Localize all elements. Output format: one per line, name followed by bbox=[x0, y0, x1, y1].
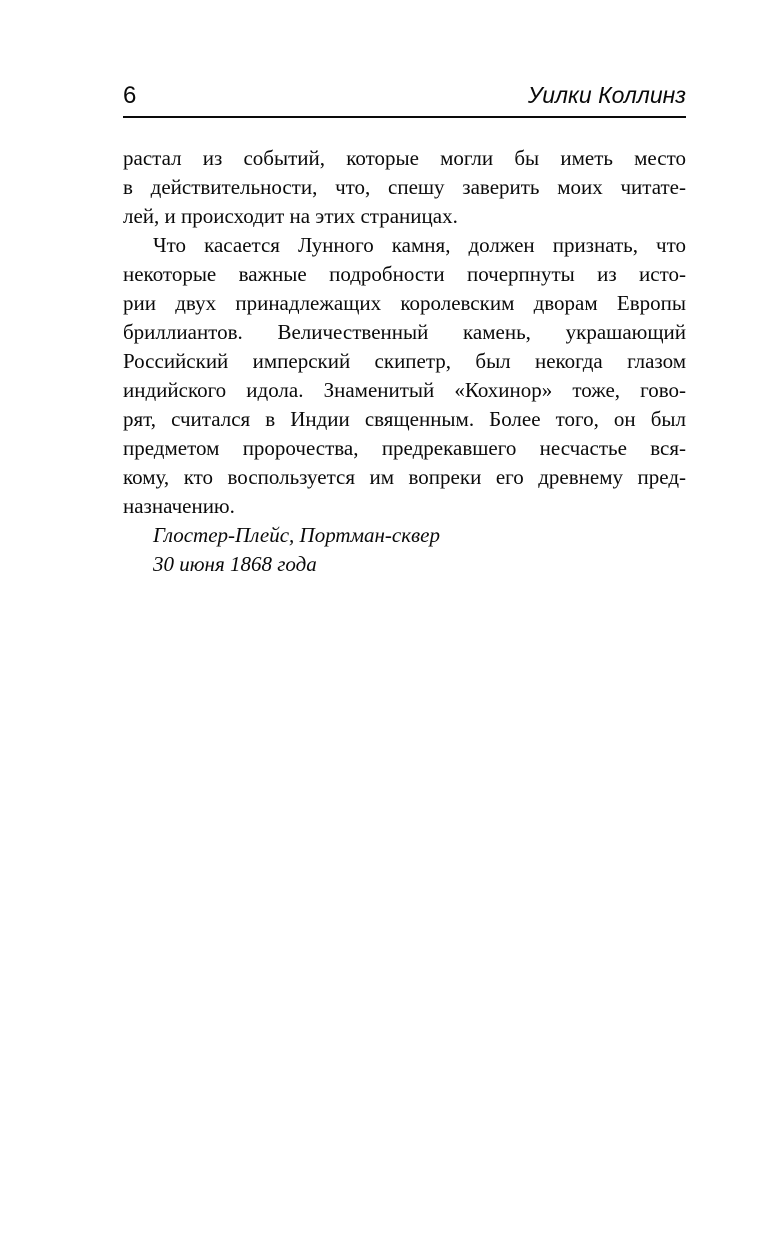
text-line: бриллиантов. Величественный камень, украшающий bbox=[123, 320, 686, 344]
text-block bbox=[123, 82, 686, 579]
text-line: кому, кто воспользуется им вопреки его древнему пред- bbox=[123, 465, 686, 489]
paragraph bbox=[123, 144, 686, 231]
paragraph bbox=[123, 521, 686, 579]
paragraph bbox=[123, 231, 686, 521]
page-header bbox=[123, 82, 686, 118]
text-line: рии двух принадлежащих королевским дворам Европы bbox=[123, 291, 686, 315]
running-title: Уилки Коллинз bbox=[527, 82, 686, 108]
text-line: 30 июня 1868 года bbox=[153, 552, 317, 576]
text-line: назначению. bbox=[123, 494, 235, 518]
text-line: предметом пророчества, предрекавшего несчастье вся- bbox=[123, 436, 686, 460]
text-line: Глостер-Плейс, Портман-сквер bbox=[153, 523, 440, 547]
text-line: в действительности, что, спешу заверить моих читате- bbox=[123, 175, 686, 199]
text-line: Российский имперский скипетр, был некогда глазом bbox=[123, 349, 686, 373]
text-line: лей, и происходит на этих страницах. bbox=[123, 204, 458, 228]
text-line: некоторые важные подробности почерпнуты из исто- bbox=[123, 262, 686, 286]
text-line: растал из событий, которые могли бы иметь место bbox=[123, 146, 686, 170]
text-line: Что касается Лунного камня, должен признать, что bbox=[153, 233, 686, 257]
body-text bbox=[123, 144, 686, 579]
text-line: индийского идола. Знаменитый «Кохинор» тоже, гово- bbox=[123, 378, 686, 402]
page-number: 6 bbox=[123, 82, 137, 109]
text-line: рят, считался в Индии священным. Более того, он был bbox=[123, 407, 686, 431]
